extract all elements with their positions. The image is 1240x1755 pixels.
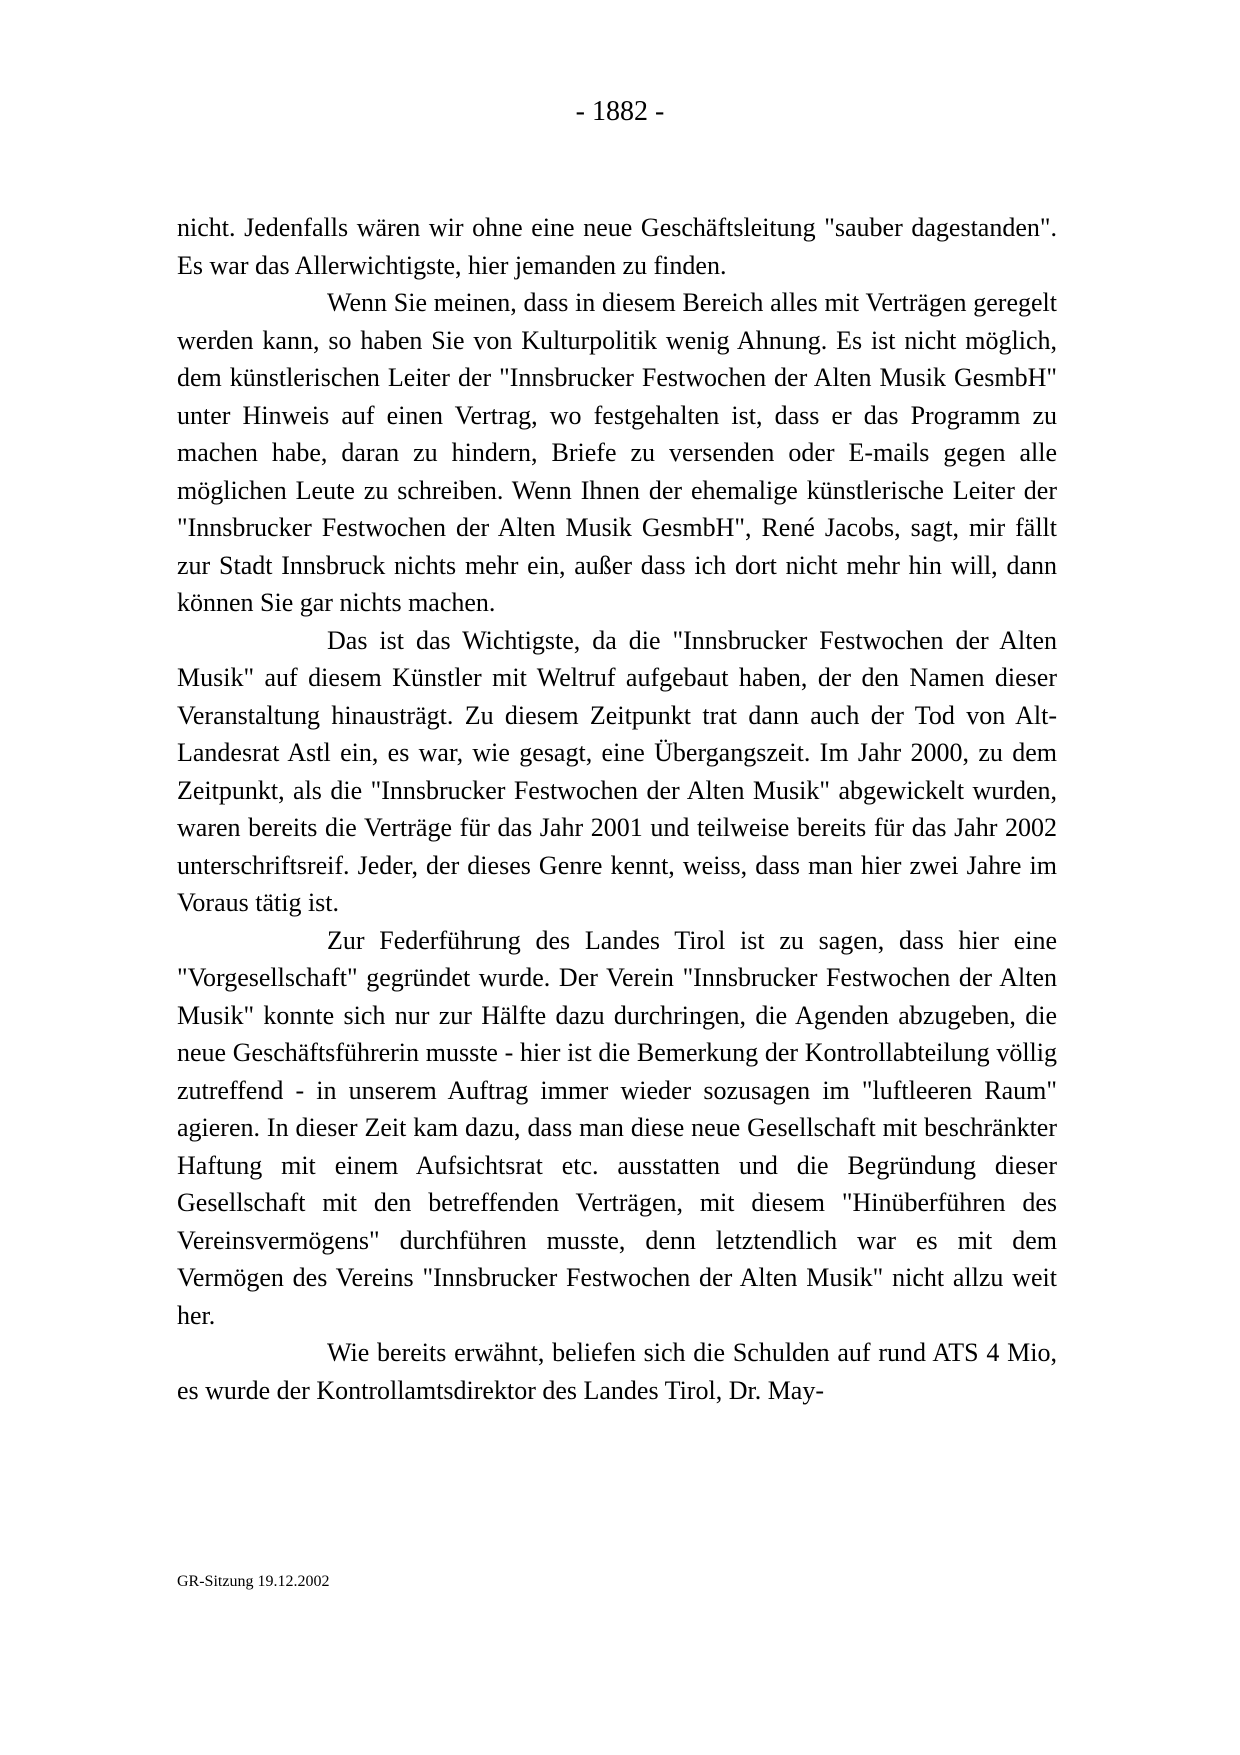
page-number: - 1882 - bbox=[575, 96, 665, 127]
paragraph: Wie bereits erwähnt, beliefen sich die Schulden auf rund ATS 4 Mio, es wurde der Kontrollamtsdirektor des Landes Tirol, Dr. May- bbox=[177, 1338, 1057, 1405]
footer-session-date: GR-Sitzung 19.12.2002 bbox=[177, 1573, 330, 1590]
paragraph-continuation: nicht. Jedenfalls wären wir ohne eine neue Geschäftsleitung "sauber dagestanden". Es war das Allerwichtigste, hier jemanden zu finden. bbox=[177, 213, 1057, 280]
document-body bbox=[177, 209, 1057, 1409]
paragraph: Das ist das Wichtigste, da die "Innsbrucker Festwochen der Alten Musik" auf diesem Künstler mit Weltruf aufgebaut haben, der den Namen dieser Veranstaltung hinausträgt. Zu diesem Zeitpunkt trat dann auch der Tod von Alt-Landesrat Astl ein, es war, wie gesagt, eine Übergangszeit. Im Jahr 2000, zu dem Zeitpunkt, als die "Innsbrucker Festwochen der Alten Musik" abgewickelt wurden, waren bereits die Verträge für das Jahr 2001 und teilweise bereits für das Jahr 2002 unterschriftsreif. Jeder, der dieses Genre kennt, weiss, dass man hier zwei Jahre im Voraus tätig ist. bbox=[177, 625, 1057, 917]
paragraph: Zur Federführung des Landes Tirol ist zu sagen, dass hier eine "Vorgesellschaft" gegründet wurde. Der Verein "Innsbrucker Festwochen der Alten Musik" konnte sich nur zur Hälfte dazu durchringen, die Agenden abzugeben, die neue Geschäftsführerin musste - hier ist die Bemerkung der Kontrollabteilung völlig zutreffend - in unserem Auftrag immer wieder sozusagen im "luftleeren Raum" agieren. In dieser Zeit kam dazu, dass man diese neue Gesellschaft mit beschränkter Haftung mit einem Aufsichtsrat etc. ausstatten und die Begründung dieser Gesellschaft mit den betreffenden Verträgen, mit diesem "Hinüberführen des Vereinsvermögens" durchführen musste, denn letztendlich war es mit dem Vermögen des Vereins "Innsbrucker Festwochen der Alten Musik" nicht allzu weit her. bbox=[177, 925, 1057, 1330]
paragraph: Wenn Sie meinen, dass in diesem Bereich alles mit Verträgen geregelt werden kann, so haben Sie von Kulturpolitik wenig Ahnung. Es ist nicht möglich, dem künstlerischen Leiter der "Innsbrucker Festwochen der Alten Musik GesmbH" unter Hinweis auf einen Vertrag, wo festgehalten ist, dass er das Programm zu machen habe, daran zu hindern, Briefe zu versenden oder E-mails gegen alle möglichen Leute zu schreiben. Wenn Ihnen der ehemalige künstlerische Leiter der "Innsbrucker Festwochen der Alten Musik GesmbH", René Jacobs, sagt, mir fällt zur Stadt Innsbruck nichts mehr ein, außer dass ich dort nicht mehr hin will, dann können Sie gar nichts machen. bbox=[177, 288, 1057, 617]
